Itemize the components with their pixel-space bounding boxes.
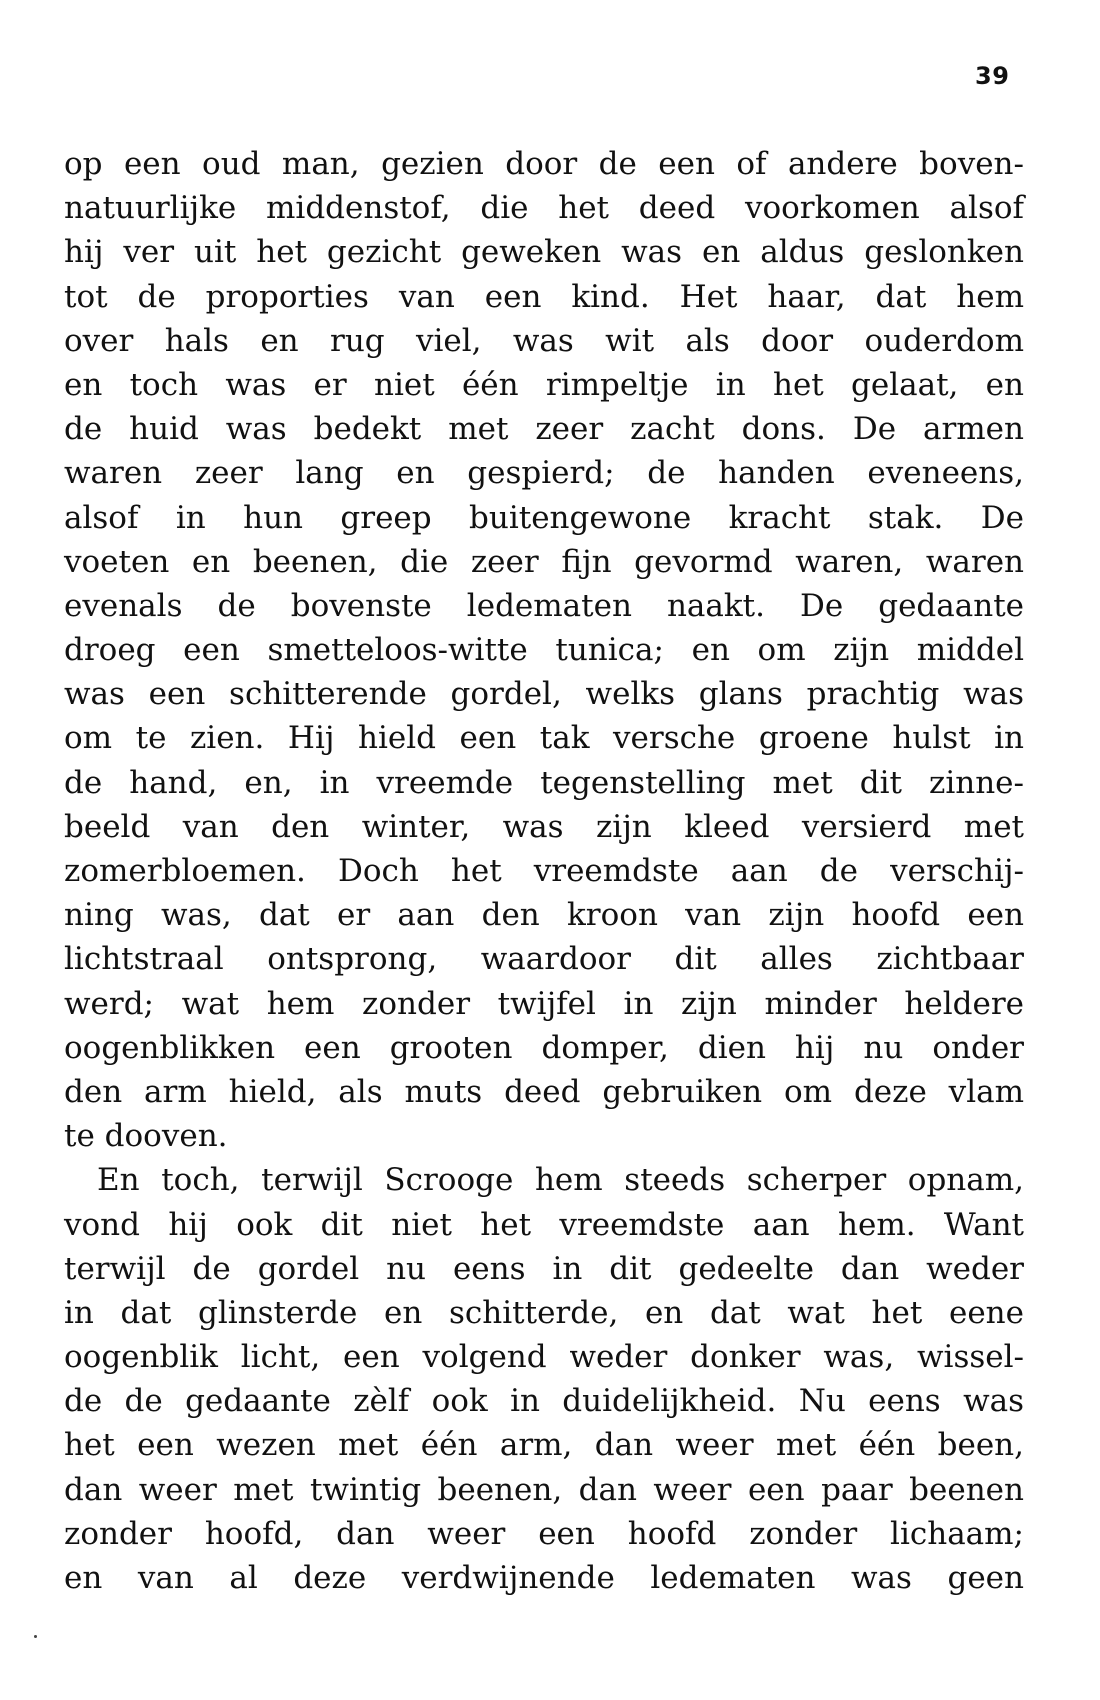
text-line: over hals en rug viel, was wit als door ouderdom bbox=[64, 322, 1024, 359]
text-line: en toch was er niet één rimpeltje in het gelaat, en bbox=[64, 366, 1024, 403]
text-line: tot de proporties van een kind. Het haar, dat hem bbox=[64, 278, 1024, 315]
text-line: de hand, en, in vreemde tegenstelling met dit zinne- bbox=[64, 764, 1024, 801]
text-line: op een oud man, gezien door de een of andere boven- bbox=[64, 146, 1024, 182]
text-line: hij ver uit het gezicht geweken was en aldus geslonken bbox=[64, 234, 1024, 271]
text-line: En toch, terwijl Scrooge hem steeds scherper opnam, bbox=[97, 1162, 1024, 1199]
text-line: lichtstraal ontsprong, waardoor dit alles zichtbaar bbox=[64, 941, 1024, 978]
page-number: 39 bbox=[975, 62, 1010, 90]
text-line: waren zeer lang en gespierd; de handen eveneens, bbox=[64, 455, 1024, 492]
paragraph-2 bbox=[64, 1158, 1024, 1600]
text-line: in dat glinsterde en schitterde, en dat wat het eene bbox=[64, 1294, 1024, 1331]
paragraph-1 bbox=[64, 142, 1024, 1158]
text-line: ning was, dat er aan den kroon van zijn hoofd een bbox=[64, 897, 1024, 934]
text-line: den arm hield, als muts deed gebruiken om deze vlam bbox=[64, 1073, 1024, 1110]
text-line: de huid was bedekt met zeer zacht dons. De armen bbox=[64, 411, 1024, 448]
text-line: terwijl de gordel nu eens in dit gedeelte dan weder bbox=[64, 1250, 1024, 1287]
text-line: evenals de bovenste ledematen naakt. De gedaante bbox=[64, 587, 1024, 624]
text-line: alsof in hun greep buitengewone kracht stak. De bbox=[64, 499, 1024, 536]
text-line: was een schitterende gordel, welks glans prachtig was bbox=[64, 676, 1024, 713]
text-line: dan weer met twintig beenen, dan weer een paar beenen bbox=[64, 1471, 1024, 1508]
text-line: zonder hoofd, dan weer een hoofd zonder lichaam; bbox=[64, 1515, 1024, 1552]
text-line: om te zien. Hij hield een tak versche groene hulst in bbox=[64, 720, 1024, 757]
text-line: vond hij ook dit niet het vreemdste aan hem. Want bbox=[64, 1206, 1024, 1243]
text-line: zomerbloemen. Doch het vreemdste aan de verschij- bbox=[64, 853, 1024, 889]
text-line: droeg een smetteloos-witte tunica; en om zijn middel bbox=[64, 632, 1024, 669]
text-line: werd; wat hem zonder twijfel in zijn minder heldere bbox=[64, 985, 1024, 1022]
text-line: te dooven. bbox=[64, 1118, 228, 1155]
print-speck bbox=[34, 1635, 37, 1638]
text-line: de de gedaante zèlf ook in duidelijkheid. Nu eens was bbox=[64, 1383, 1024, 1420]
text-line: het een wezen met één arm, dan weer met één been, bbox=[64, 1427, 1024, 1464]
text-line: oogenblik licht, een volgend weder donker was, wissel- bbox=[64, 1339, 1024, 1376]
body-text bbox=[64, 142, 1024, 1600]
text-line: natuurlijke middenstof, die het deed voorkomen alsof bbox=[64, 190, 1024, 227]
text-line: oogenblikken een grooten domper, dien hij nu onder bbox=[64, 1029, 1024, 1066]
text-line: en van al deze verdwijnende ledematen was geen bbox=[64, 1560, 1024, 1596]
text-line: beeld van den winter, was zijn kleed versierd met bbox=[64, 808, 1024, 845]
text-line: voeten en beenen, die zeer fijn gevormd waren, waren bbox=[64, 543, 1024, 580]
